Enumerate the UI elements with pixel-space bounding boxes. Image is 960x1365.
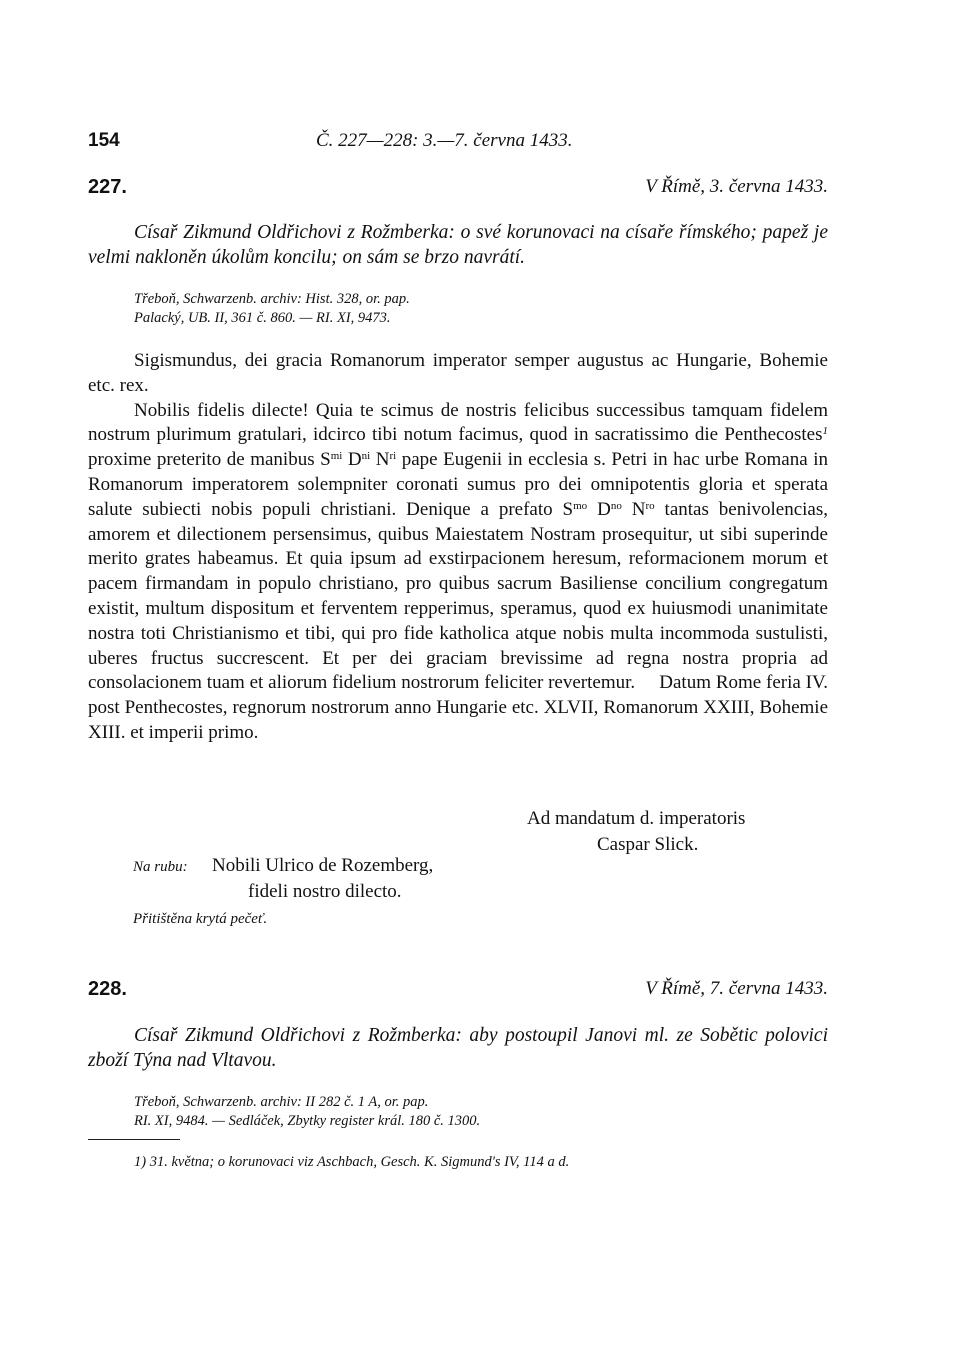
doc228-source-2: RI. XI, 9484. — Sedláček, Zbytky register král. 180 č. 1300.: [134, 1113, 481, 1129]
letter-text-g: N: [621, 498, 646, 520]
mandate-line-2: Caspar Slick.: [597, 834, 699, 855]
doc228-regest: Císař Zikmund Oldřichovi z Rožmberka: aby postoupil Janovi ml. ze Sobětic polovici zboží Týna nad Vltavou.: [88, 1025, 828, 1071]
doc227-source-2: Palacký, UB. II, 361 č. 860. — RI. XI, 9473.: [134, 310, 391, 326]
mandate-line-1: Ad mandatum d. imperatoris: [527, 808, 746, 829]
doc227-body: [88, 349, 828, 746]
doc228-number: 228.: [88, 978, 127, 1000]
page-number: 154: [88, 130, 120, 151]
sup-smo: mo: [573, 499, 588, 512]
doc228-source-1: Třeboň, Schwarzenb. archiv: II 282 č. 1 A, or. pap.: [134, 1094, 429, 1110]
footnote-mark: 1: [822, 425, 828, 438]
letter-text-h: tantas benivolencias, amorem et dilectionem persensimus, quibus Maiestatem Nostram prosequitur, ut sibi superinde merito grates habeamus. Et quia ipsum ad exstirpacionem heresum, reformacionem morum et pacem firmandam in populo christiano, pro quibus sacrum Basiliense concilium congregatum existit, multum dispositum et ferventem repperimus, speramus, quod ex huiusmodi unanimitate nostra toti Christianismo et tibi, qui pro fide katholica atque nobis multa incommoda sustulisti, uberes fructus succrescent. Et per dei graciam brevissime ad regna nostra propria ad consolacionem tuam et aliorum fidelium nostrorum feliciter revertemur.: [88, 498, 828, 694]
letter-text-b: proxime preterito de manibus S: [88, 449, 331, 471]
address-line-2: fideli nostro dilecto.: [248, 881, 402, 902]
seal-note: Přitištěna krytá pečeť.: [133, 911, 268, 927]
running-title: Č. 227—228: 3.—7. června 1433.: [316, 130, 573, 151]
sup-dni: ni: [361, 450, 371, 463]
letter-text-f: D: [587, 498, 611, 520]
footnote: 1) 31. května; o korunovaci viz Aschbach, Gesch. K. Sigmund's IV, 114 a d.: [134, 1154, 570, 1170]
datum: Datum Rome feria IV. post Penthecostes, regnorum nostrorum anno Hungarie etc. XLVII, Romanorum XXIII, Bohemie XIII. et imperii primo.: [88, 672, 829, 743]
address-line-1: Nobili Ulrico de Rozemberg,: [212, 855, 434, 876]
mandate: [527, 806, 745, 858]
footnote-rule: [88, 1139, 180, 1140]
letter-text-a: Nobilis fidelis dilecte! Quia te scimus de nostris felicibus successibus tamquam fidelem nostrum plurimum gratulari, idcirco tibi notum facimus, quod in sacratissimo die Penthecostes: [88, 399, 828, 446]
address: [212, 853, 433, 905]
doc227-place-date: V Římě, 3. června 1433.: [645, 176, 828, 197]
sup-nro: ro: [645, 499, 655, 512]
address-label: Na rubu:: [133, 859, 188, 875]
sup-dno: no: [610, 499, 622, 512]
sup-nri: ri: [389, 450, 397, 463]
doc227-regest: Císař Zikmund Oldřichovi z Rožmberka: o své korunovaci na císaře římského; papež je velmi nakloněn úkolům koncilu; on sám se brzo navrátí.: [88, 222, 828, 268]
intitulatio: Sigismundus, dei gracia Romanorum imperator semper augustus ac Hungarie, Bohemie etc. rex.: [88, 350, 828, 396]
sup-smi: mi: [330, 450, 343, 463]
doc227-number: 227.: [88, 176, 127, 198]
doc227-sources: [134, 290, 410, 328]
letter-text-d: N: [370, 449, 390, 471]
letter-text-e: pape Eugenii in ecclesia s. Petri in hac urbe Romana in Romanorum imperatorem solempniter coronati sumus pro dei omnipotentis gloria et sperata salute subiecti nobis populi christiani. Denique a prefato S: [88, 449, 828, 520]
letter-text-c: D: [342, 449, 362, 471]
letter-text: [88, 399, 828, 746]
doc228-sources: [134, 1093, 480, 1131]
doc228-place-date: V Římě, 7. června 1433.: [645, 978, 828, 999]
doc227-source-1: Třeboň, Schwarzenb. archiv: Hist. 328, or. pap.: [134, 291, 410, 307]
